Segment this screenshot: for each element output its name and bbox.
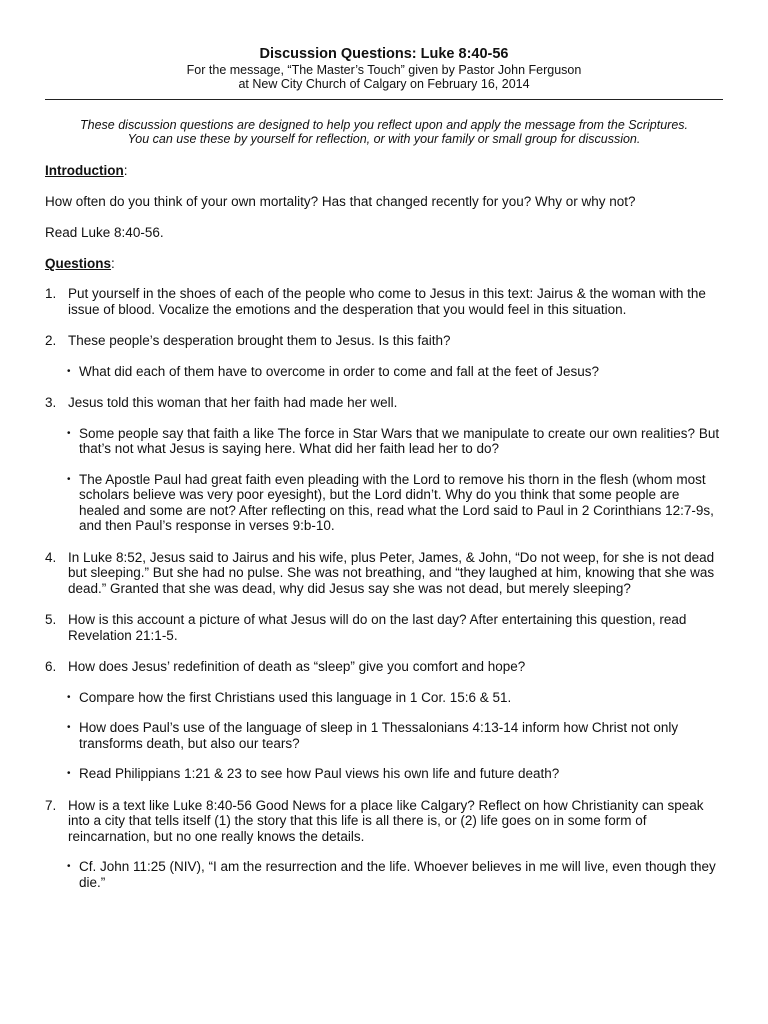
question-item (45, 659, 723, 675)
intro-note-line-2: You can use these by yourself for reflection, or with your family or small group for discussion. (127, 132, 641, 146)
question-number: 6. (45, 659, 57, 674)
question-text: Jesus told this woman that her faith had made her well. (68, 395, 398, 410)
sub-question-item (45, 766, 723, 782)
question-number: 7. (45, 797, 57, 813)
bullet-icon: • (67, 768, 71, 779)
introduction-heading: Introduction (45, 163, 124, 178)
header-divider (45, 99, 723, 100)
questions-heading: Questions (45, 256, 112, 271)
sub-question-text: Read Philippians 1:21 & 23 to see how Paul views his own life and future death? (79, 766, 560, 781)
read-passage: Read Luke 8:40-56. (45, 225, 164, 240)
questions-heading-line (45, 256, 723, 271)
questions-colon: : (111, 256, 115, 271)
sub-question-item (45, 720, 723, 751)
bullet-icon: • (67, 365, 71, 377)
introduction-question: How often do you think of your own mortality? Has that changed recently for you? Why or why not? (45, 194, 636, 209)
question-text: How is this account a picture of what Jesus will do on the last day? After entertaining this question, read Revelation 21:1-5. (68, 612, 687, 643)
question-text: How does Jesus’ redefinition of death as “sleep” give you comfort and hope? (68, 659, 526, 674)
sub-question-item (45, 364, 723, 380)
question-item (45, 612, 723, 643)
question-number: 1. (45, 286, 57, 301)
questions-list (45, 286, 723, 890)
bullet-icon: • (67, 427, 71, 439)
sub-question-item (45, 859, 723, 890)
question-number: 5. (45, 612, 57, 627)
intro-note (45, 118, 723, 146)
question-text: How is a text like Luke 8:40-56 Good News for a place like Calgary? Reflect on how Christianity can speak into a city that tells itself (1) the story that this life is all there is, or (2) life goes on in some form of reincarnation, but no one really knows the details. (68, 797, 704, 844)
question-number: 4. (45, 549, 57, 565)
question-text: Put yourself in the shoes of each of the people who come to Jesus in this text: Jairus & the woman with the issue of blood. Vocalize the emotions and the desperation that you would feel in this situation. (68, 286, 706, 317)
bullet-icon: • (67, 861, 71, 872)
question-item (45, 286, 723, 317)
document-page (45, 46, 723, 890)
intro-note-line-1: These discussion questions are designed to help you reflect upon and apply the message from the Scriptures. (80, 118, 688, 132)
bullet-icon: • (67, 691, 71, 703)
church-date-line: at New City Church of Calgary on February 16, 2014 (238, 77, 530, 91)
sub-question-text: Some people say that faith a like The force in Star Wars that we manipulate to create our own realities? But that’s not what Jesus is saying here. What did her faith lead her to do? (79, 425, 720, 456)
question-number: 2. (45, 333, 57, 348)
question-text: These people’s desperation brought them to Jesus. Is this faith? (68, 333, 451, 348)
sub-question-text: Cf. John 11:25 (NIV), “I am the resurrection and the life. Whoever believes in me will live, even though they die.” (79, 859, 716, 890)
message-line: For the message, “The Master’s Touch” given by Pastor John Ferguson (186, 63, 582, 77)
bullet-icon: • (67, 473, 71, 485)
sub-question-text: Compare how the first Christians used this language in 1 Cor. 15:6 & 51. (79, 689, 512, 705)
introduction-colon: : (123, 163, 128, 178)
sub-question-text: What did each of them have to overcome in order to come and fall at the feet of Jesus? (79, 363, 600, 379)
sub-question-item (45, 690, 723, 706)
introduction-heading-line (45, 163, 723, 178)
question-number: 3. (45, 395, 57, 410)
question-item (45, 395, 723, 411)
bullet-icon: • (67, 722, 71, 733)
sub-question-text: How does Paul’s use of the language of sleep in 1 Thessalonians 4:13-14 inform how Christ not only transforms death, but also our tears? (79, 720, 679, 751)
sub-question-text: The Apostle Paul had great faith even pleading with the Lord to remove his thorn in the flesh (whom most scholars believe was very poor eyesight), but the Lord didn’t. Why do you think that some people are healed and some are not? After reflecting on this, read what the Lord said to Paul in 2 Corinthians 12:7-9s, and then Paul’s response in verses 9:b-10. (79, 471, 714, 533)
sub-question-item (45, 472, 723, 534)
question-item (45, 333, 723, 349)
question-text: In Luke 8:52, Jesus said to Jairus and his wife, plus Peter, James, & John, “Do not weep, for she is not dead but sleeping.” But she had no pulse. She was not breathing, and “they laughed at him, knowing that she was dead.” Granted that she was dead, why did Jesus say she was not dead, but merely sleeping? (68, 549, 715, 596)
document-title: Discussion Questions: Luke 8:40-56 (259, 46, 509, 62)
sub-question-item (45, 426, 723, 457)
question-item (45, 798, 723, 845)
question-item (45, 550, 723, 597)
